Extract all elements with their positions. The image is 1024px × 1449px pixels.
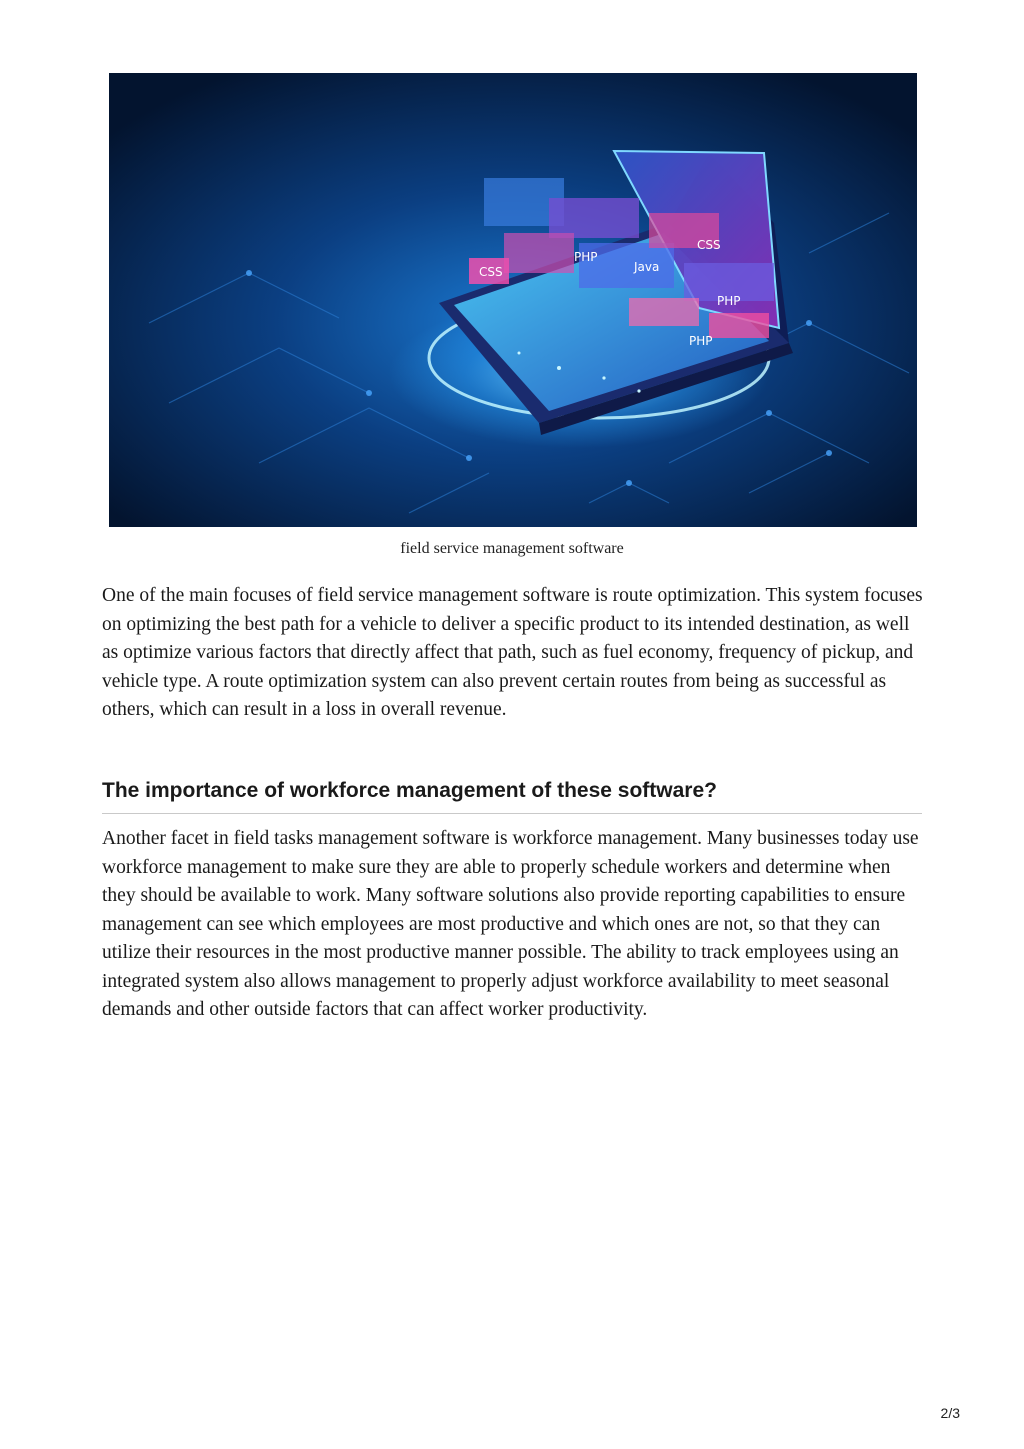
- page-number: 2/3: [940, 1405, 960, 1421]
- paragraph-route-optimization: One of the main focuses of field service management software is route optimization. This system focuses on optimizing the best path for a vehicle to deliver a specific product to its intended destination, as well as optimize various factors that directly affect that path, such as fuel economy, frequency of pickup, and vehicle type. A route optimization system can also prevent certain routes from being as successful as others, which can result in a loss in overall revenue.: [102, 585, 923, 720]
- tag-label: PHP: [689, 334, 713, 348]
- tag-label: PHP: [574, 250, 598, 264]
- tag-label: CSS: [479, 265, 503, 279]
- tag-label: PHP: [717, 294, 741, 308]
- laptop-illustration: [109, 73, 917, 527]
- tag-label: CSS: [697, 238, 721, 252]
- image-caption: field service management software: [400, 540, 624, 557]
- tag-label: Java: [634, 260, 660, 274]
- heading-divider: [102, 813, 922, 814]
- laptop-illustration-graphic: [109, 73, 917, 527]
- section-heading: The importance of workforce management of these software?: [102, 779, 717, 802]
- paragraph-workforce-management: Another facet in field tasks management software is workforce management. Many businesses today use workforce management to make sure they are able to properly schedule workers and determine when they should be available to work. Many software solutions also provide reporting capabilities to ensure management can see which employees are most productive and which ones are not, so that they can utilize their resources in the most productive manner possible. The ability to track employees using an integrated system also allows management to properly adjust workforce availability to meet seasonal demands and other outside factors that can affect worker productivity.: [102, 828, 919, 1020]
